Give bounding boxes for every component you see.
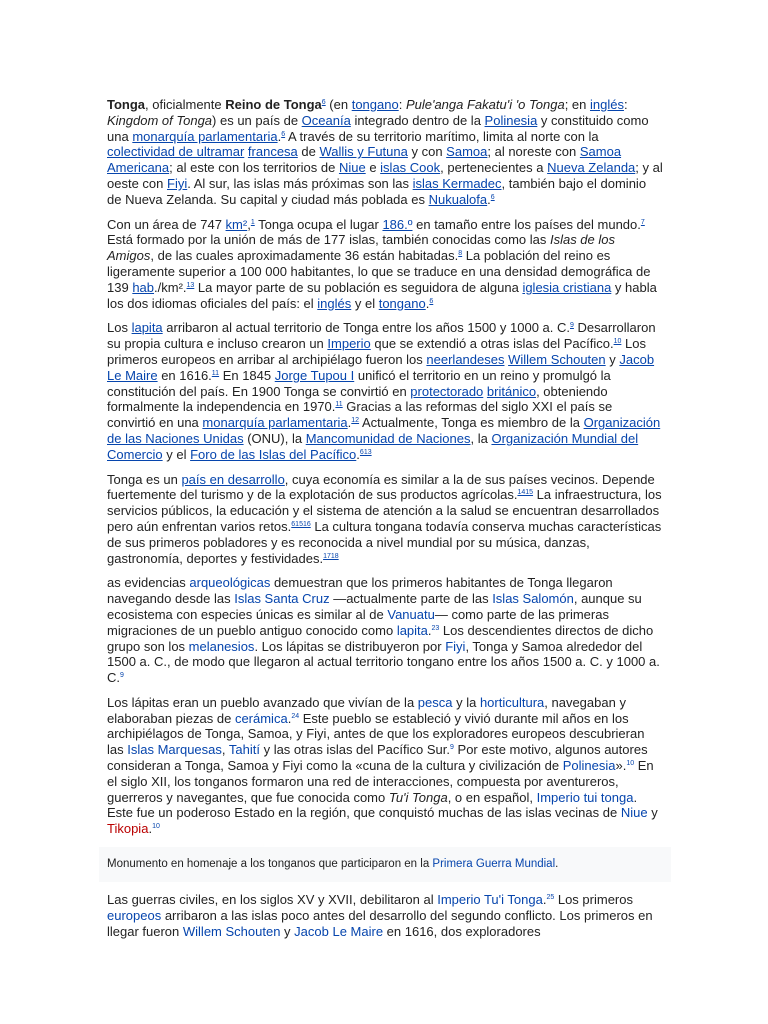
link-neerlandeses[interactable]: neerlandeses <box>426 351 505 367</box>
link-jorge-tupou-i[interactable]: Jorge Tupou I <box>274 367 355 383</box>
link-britanico[interactable]: británico <box>486 383 537 399</box>
italic-term: Tu'i Tonga <box>388 789 448 805</box>
text-run: Con un área de 747 <box>107 216 226 232</box>
link-lapita[interactable]: lapita <box>131 320 163 336</box>
history-summary-paragraph <box>107 320 663 462</box>
text-run: y <box>605 351 620 367</box>
text-run: ./km². <box>154 279 187 295</box>
text-run: en 1616. <box>157 367 212 383</box>
text-run: Monumento en homenaje a los tonganos que participaron en la <box>107 858 433 871</box>
text-run: Gracias a las reformas del siglo XXI el país se convirtió en una <box>107 399 613 431</box>
text-run: Actualmente, Tonga es miembro de la <box>359 415 584 431</box>
reference-link[interactable]: 8 <box>458 250 463 258</box>
text-run: La cultura tongana todavía conserva muchas características de sus primeros pobladores y es reconocida a nivel mundial por su música, danzas, gastronomía, deportes y festividades. <box>107 518 662 566</box>
link-fiyi[interactable]: Fiyi <box>445 638 466 654</box>
link-pesca[interactable]: pesca <box>417 694 453 710</box>
text-run: ) es un país de <box>212 112 302 128</box>
text-run: Los descendientes directos de dicho grupo son los <box>107 622 654 654</box>
link-islas-cook[interactable]: islas Cook <box>380 160 441 176</box>
link-tongano[interactable]: tongano <box>378 295 426 311</box>
text-run: . Los lápitas se distribuyeron por <box>254 638 446 654</box>
text-run: Por este motivo, algunos autores consideran a Tonga, Samoa y Fiyi como la «cuna de la cultura y civilización de <box>107 742 648 774</box>
text-run: arribaron al actual territorio de Tonga entre los años 1500 y 1000 a. C. <box>162 320 570 336</box>
text-run: : <box>623 97 628 112</box>
text-run: . <box>425 295 430 311</box>
text-run: Tonga ocupa el lugar <box>254 216 383 232</box>
reference-link[interactable]: 12 <box>351 417 360 425</box>
link-europeos[interactable]: europeos <box>107 907 162 923</box>
text-run: y con <box>407 144 447 160</box>
italic-term: Kingdom of Tonga <box>107 112 213 128</box>
text-run: , Tonga y Samoa alrededor del 1500 a. C., de modo que llegaron al actual territorio tongano entre los años 1500 a. C. y 1000 a. C. <box>107 638 660 686</box>
text-run: , obteniendo formalmente la independencia en 1970. <box>107 383 608 415</box>
link-horticultura[interactable]: horticultura <box>479 694 545 710</box>
geography-paragraph <box>107 217 663 312</box>
text-run: La infraestructura, los servicios públicos, la educación y el sistema de atención a la salud se encuentran desarrollados pero aún enfrentan varios retos. <box>107 487 662 534</box>
link-jacob-le-maire[interactable]: Jacob Le Maire <box>107 351 655 383</box>
text-run: que se extendió a otras islas del Pacífico. <box>370 336 614 352</box>
link-niue[interactable]: Niue <box>620 805 648 821</box>
text-run: Los primeros <box>554 892 633 908</box>
link-melanesios[interactable]: melanesios <box>188 638 255 654</box>
link-hab[interactable]: hab <box>132 279 155 295</box>
text-run: Los <box>107 320 132 336</box>
text-run: , <box>221 742 229 758</box>
reference-link[interactable]: 10 <box>626 760 635 768</box>
text-run: : <box>398 97 406 112</box>
reference-link[interactable]: 25 <box>546 894 555 902</box>
text-run: , aunque su ecosistema con especies únicas es similar al de <box>107 591 642 622</box>
reference-link[interactable]: 1415 <box>517 489 534 497</box>
reference-link[interactable]: 6 <box>321 99 326 106</box>
link-colectividad-de-ultramar[interactable]: colectividad de ultramar <box>107 144 245 160</box>
text-run: A través de su territorio marítimo, limita al norte con la <box>285 128 599 144</box>
link-oceania[interactable]: Oceanía <box>301 112 351 128</box>
text-run: , cuya economía es similar a la de sus países vecinos. Depende fuertemente del turismo y de la explotación de sus productos agrícolas. <box>107 471 655 503</box>
reference-link[interactable]: 11 <box>211 369 220 377</box>
text-run: , también bajo el dominio de Nueva Zelanda. Su capital y ciudad más poblada es <box>107 175 647 207</box>
intro-paragraph <box>107 97 663 208</box>
link-monarquia-parlamentaria[interactable]: monarquía parlamentaria <box>132 128 278 144</box>
text-run: as evidencias <box>107 575 190 591</box>
text-run: En el siglo XII, los tonganos formaron una red de interacciones, compuesta por aventureros, guerreros y navegantes, que fue conocida como <box>107 758 654 805</box>
text-run: Está formado por la unión de más de 177 islas, también conocidas como las <box>107 232 550 248</box>
text-run: demuestran que los primeros habitantes de Tonga llegaron navegando desde las <box>107 575 613 607</box>
reference-link[interactable]: 61516 <box>291 520 311 528</box>
link-polinesia[interactable]: Polinesia <box>484 112 538 128</box>
text-run: . Al sur, las islas más próximas son las <box>187 175 413 191</box>
text-run: y habla los dos idiomas oficiales del país: el <box>107 279 657 311</box>
text-run: Las guerras civiles, en los siglos XV y XVII, debilitaron al <box>107 892 438 908</box>
text-run: . <box>148 821 153 837</box>
text-run: . <box>347 415 352 431</box>
text-run: En 1845 <box>219 367 275 383</box>
reference-link[interactable]: 13 <box>186 281 195 289</box>
link-imperio-tu-i-tonga[interactable]: Imperio Tu'i Tonga <box>437 892 543 908</box>
text-run: , de las cuales aproximadamente 36 están habitadas. <box>150 248 459 264</box>
link-tikopia[interactable]: Tikopia <box>107 821 149 837</box>
text-run: Los lápitas eran un pueblo avanzado que vivían de la <box>107 694 418 710</box>
text-run: . Este fue un poderoso Estado en la región, que conquistó muchas de las islas vecinas de <box>107 789 638 821</box>
text-run: y el <box>162 446 191 462</box>
text-run: y el <box>351 295 379 311</box>
reference-link[interactable]: 10 <box>152 823 160 831</box>
link-arqueologicas[interactable]: arqueológicas <box>189 575 271 591</box>
link-organizacion-mundial-del-comercio[interactable]: Organización Mundial del Comercio <box>107 430 639 462</box>
link-francesa[interactable]: francesa <box>247 144 298 160</box>
text-run: (ONU), la <box>243 430 306 446</box>
link-ingles[interactable]: inglés <box>317 295 352 311</box>
text-run: . <box>427 622 432 638</box>
text-run: y la <box>452 694 480 710</box>
link-islas-kermadec[interactable]: islas Kermadec <box>412 175 502 191</box>
link-imperio-tui-tonga[interactable]: Imperio tui tonga <box>536 789 634 805</box>
text-run: en 1616, dos exploradores <box>383 923 541 939</box>
text-run: de <box>297 144 320 160</box>
reference-link[interactable]: 9 <box>120 672 124 680</box>
text-run: en tamaño entre los países del mundo. <box>412 216 641 232</box>
text-run: . <box>287 710 292 726</box>
text-run: (en <box>325 97 352 112</box>
text-run: , oficialmente <box>145 97 226 112</box>
text-run: y <box>280 923 295 939</box>
text-run: ; al este con los territorios de <box>169 160 339 176</box>
text-run: La población del reino es ligeramente superior a 100 000 habitantes, lo que se traduce en una densidad demográfica de 139 <box>107 248 651 295</box>
link-pais-en-desarrollo[interactable]: país en desarrollo <box>181 471 285 487</box>
article-body <box>107 97 663 948</box>
civil-wars-paragraph <box>107 892 663 939</box>
reference-link[interactable]: 9 <box>450 744 454 752</box>
link-ceramica[interactable]: cerámica <box>234 710 288 726</box>
link-imperio[interactable]: Imperio <box>327 336 371 352</box>
text-run: e <box>365 160 381 176</box>
text-run: ; en <box>564 97 590 112</box>
text-run: , pertenecientes a <box>440 160 548 176</box>
link-jacob-le-maire[interactable]: Jacob Le Maire <box>294 923 384 939</box>
text-run: , la <box>470 430 492 446</box>
bold-term: Reino de Tonga <box>225 97 322 112</box>
link-iglesia-cristiana[interactable]: iglesia cristiana <box>522 279 612 295</box>
link-km[interactable]: km² <box>225 216 248 232</box>
text-run: y constituido como una <box>107 112 649 144</box>
economy-paragraph <box>107 472 663 567</box>
text-run: La mayor parte de su población es seguidora de alguna <box>194 279 523 295</box>
link-wallis-y-futuna[interactable]: Wallis y Futuna <box>319 144 408 160</box>
reference-link[interactable]: 613 <box>359 448 372 456</box>
text-run: Los primeros europeos en arribar al archipiélago fueron los <box>107 336 646 367</box>
link-nueva-zelanda[interactable]: Nueva Zelanda <box>547 160 636 176</box>
prehistory-paragraph <box>107 575 663 686</box>
link-polinesia[interactable]: Polinesia <box>562 758 616 774</box>
reference-link[interactable]: 11 <box>335 401 343 409</box>
link-willem-schouten[interactable]: Willem Schouten <box>508 351 606 367</box>
link-nukualofa[interactable]: Nukualofa <box>428 191 488 207</box>
text-run: unificó el territorio en un reino y promulgó la constitución del país. En 1900 Tonga se convirtió en <box>107 367 611 399</box>
link-mancomunidad-de-naciones[interactable]: Mancomunidad de Naciones <box>305 430 471 446</box>
reference-link[interactable]: 1718 <box>323 552 339 560</box>
text-run: . <box>356 446 360 462</box>
link-ingles[interactable]: inglés <box>589 97 624 112</box>
text-run: , navegaban y elaboraban piezas de <box>107 694 626 726</box>
link-niue[interactable]: Niue <box>338 160 366 176</box>
reference-link[interactable]: 6 <box>490 193 495 201</box>
link-tongano[interactable]: tongano <box>351 97 399 112</box>
link-foro-de-las-islas-del-pacifico[interactable]: Foro de las Islas del Pacífico <box>190 446 357 462</box>
text-run: ; al noreste con <box>487 144 580 160</box>
text-run: integrado dentro de la <box>350 112 485 128</box>
text-run: ; y al oeste con <box>107 160 663 191</box>
text-run: arribaron a las islas poco antes del desarrollo del segundo conflicto. Los primeros en llegar fueron <box>107 907 653 939</box>
text-run: y las otras islas del Pacífico Sur. <box>259 742 450 758</box>
text-run: . <box>277 128 282 144</box>
text-run: . <box>487 191 491 207</box>
text-run: Este pueblo se estableció y vivió durante mil años en los archipiélagos de Tonga, Samoa, y Fiyi, antes de que los exploradores europeos descubrieran las <box>107 710 645 758</box>
reference-link[interactable]: 7 <box>640 218 645 226</box>
text-run: , o en español, <box>447 789 537 805</box>
link-fiyi[interactable]: Fiyi <box>167 175 188 191</box>
text-run: —actualmente parte de las <box>329 591 493 607</box>
text-run: . <box>555 858 559 871</box>
link-samoa[interactable]: Samoa <box>446 144 488 160</box>
reference-link[interactable]: 10 <box>613 338 622 346</box>
italic-term: Islas de los Amigos <box>107 232 616 264</box>
text-run: ». <box>615 758 627 774</box>
link-organizacion-de-las-naciones-unidas[interactable]: Organización de las Naciones Unidas <box>107 415 661 446</box>
link-vanuatu[interactable]: Vanuatu <box>387 606 435 622</box>
reference-link[interactable]: 24 <box>291 712 300 720</box>
image-caption <box>99 847 671 882</box>
link-tahiti[interactable]: Tahití <box>228 742 260 758</box>
lapita-paragraph <box>107 695 663 837</box>
link-protectorado[interactable]: protectorado <box>410 383 484 399</box>
text-run: , <box>247 216 251 232</box>
text-run: Desarrollaron su propia cultura e incluso crearon un <box>107 320 656 352</box>
reference-link[interactable]: 9 <box>570 322 574 330</box>
link-primera-guerra-mundial[interactable]: Primera Guerra Mundial <box>432 858 556 871</box>
reference-link[interactable]: 6 <box>429 297 434 305</box>
link-willem-schouten[interactable]: Willem Schouten <box>182 923 281 939</box>
link-186[interactable]: 186.º <box>382 216 413 232</box>
link-islas-marquesas[interactable]: Islas Marquesas <box>127 742 222 758</box>
link-lapita[interactable]: lapita <box>396 622 428 638</box>
link-islas-santa-cruz[interactable]: Islas Santa Cruz <box>234 591 330 607</box>
text-run: Tonga es un <box>107 471 182 487</box>
bold-term: Tonga <box>107 97 146 112</box>
link-monarquia-parlamentaria[interactable]: monarquía parlamentaria <box>202 415 348 431</box>
text-run: y <box>647 805 658 821</box>
text-run: . <box>542 892 547 908</box>
italic-term: Pule'anga Fakatu'i 'o Tonga <box>405 97 565 112</box>
reference-link[interactable]: 1 <box>250 218 255 226</box>
link-samoa-americana[interactable]: Samoa Americana <box>107 144 622 176</box>
reference-link[interactable]: 6 <box>281 130 286 138</box>
reference-link[interactable]: 23 <box>431 624 440 632</box>
text-run: — como parte de las primeras migraciones de un pueblo antiguo conocido como <box>107 606 609 638</box>
link-islas-salomon[interactable]: Islas Salomón <box>492 591 574 607</box>
